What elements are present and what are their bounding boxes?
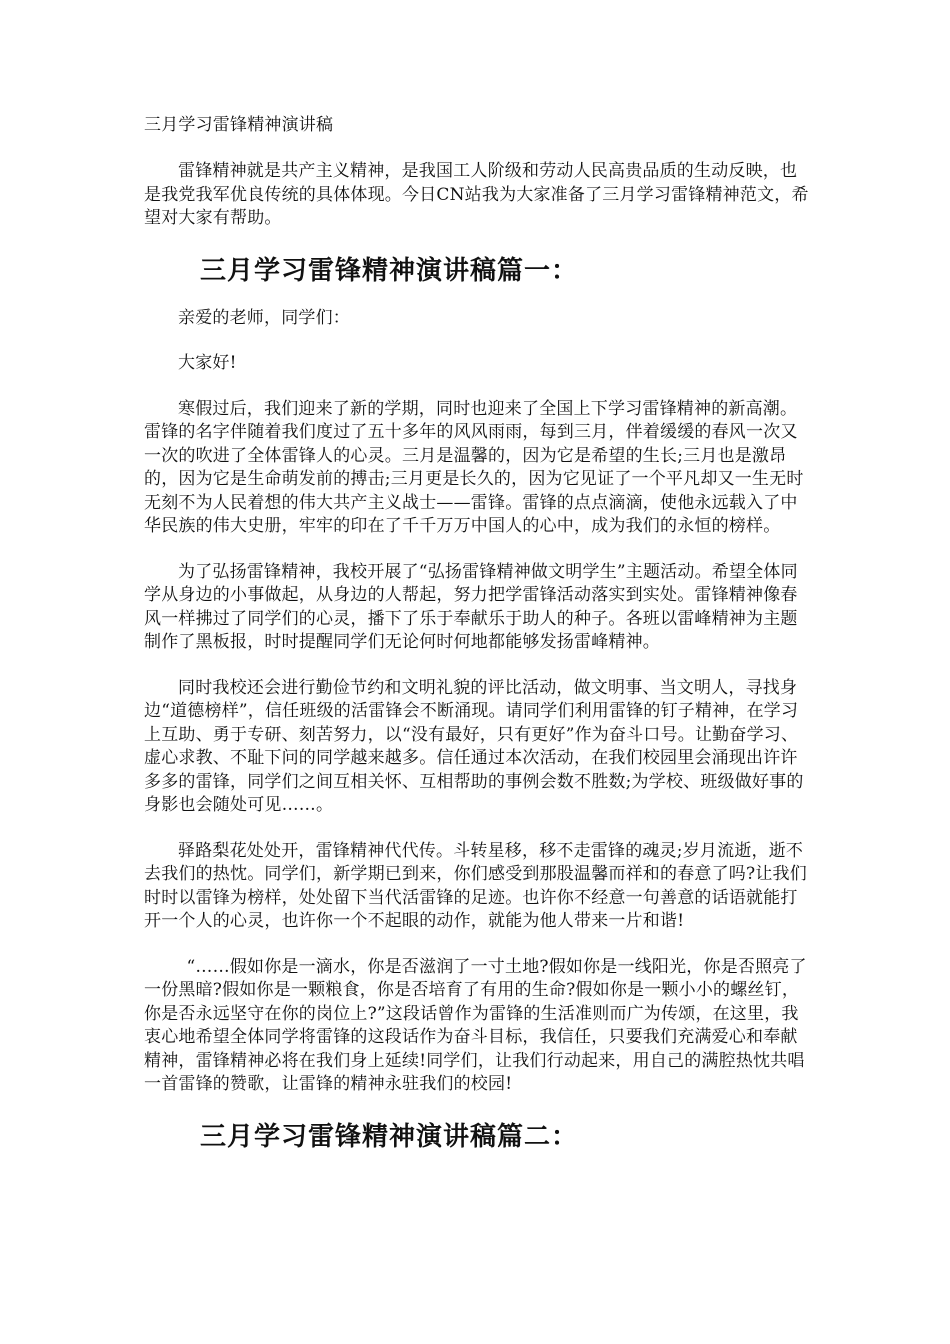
document-page — [144, 112, 810, 1173]
quote-paragraph: “……假如你是一滴水，你是否滋润了一寸土地?假如你是一线阳光，你是否照亮了一份黑暗?假如你是一颗粮食，你是否培育了有用的生命?假如你是一颗小小的螺丝钉，你是否永远坚守在你的岗位上?”这段话曾作为雷锋的生活准则而广为传颂，在这里，我衷心地希望全体同学将雷锋的这段话作为奋斗目标，我信任，只要我们充满爱心和奉献精神，雷锋精神必将在我们身上延续!同学们，让我们行动起来，用自己的满腔热忱共唱一首雷锋的赞歌，让雷锋的精神永驻我们的校园! — [144, 956, 807, 1094]
section-heading-1: 三月学习雷锋精神演讲稿篇一： — [200, 255, 579, 286]
hello-line: 大家好! — [178, 353, 237, 373]
body-paragraph: 驿路梨花处处开，雷锋精神代代传。斗转星移，移不走雷锋的魂灵;岁月流逝，逝不去我们的热忱。同学们，新学期已到来，你们感受到那股温馨而祥和的春意了吗?让我们时时以雷锋为榜样，处处留下当代活雷锋的足迹。也许你不经意一句善意的话语就能打开一个人的心灵，也许你一个不起眼的动作，就能为他人带来一片和谐! — [144, 840, 807, 931]
body-paragraph: 寒假过后，我们迎来了新的学期，同时也迎来了全国上下学习雷锋精神的新高潮。雷锋的名字伴随着我们度过了五十多年的风风雨雨，每到三月，伴着缓缓的春风一次又一次的吹进了全体雷锋人的心灵。三月是温馨的，因为它是希望的生长;三月也是激昂的，因为它是生命萌发前的搏击;三月更是长久的，因为它见证了一个平凡却又一生无时无刻不为人民着想的伟大共产主义战士——雷锋。雷锋的点点滴滴，使他永远载入了中华民族的伟大史册，牢牢的印在了千千万万中国人的心中，成为我们的永恒的榜样。 — [144, 398, 804, 536]
section-heading-2: 三月学习雷锋精神演讲稿篇二： — [200, 1121, 579, 1152]
body-paragraph: 同时我校还会进行勤俭节约和文明礼貌的评比活动，做文明事、当文明人，寻找身边“道德榜样”，信任班级的活雷锋会不断涌现。请同学们利用雷锋的钉子精神，在学习上互助、勇于专研、刻苦努力，以“没有最好，只有更好”作为奋斗口号。让勤奋学习、虚心求教、不耻下问的同学越来越多。信任通过本次活动，在我们校园里会涌现出许许多多的雷锋，同学们之间互相关怀、互相帮助的事例会数不胜数;为学校、班级做好事的身影也会随处可见……。 — [144, 677, 804, 815]
document-title: 三月学习雷锋精神演讲稿 — [144, 115, 334, 135]
body-paragraph: 为了弘扬雷锋精神，我校开展了“弘扬雷锋精神做文明学生”主题活动。希望全体同学从身边的小事做起，从身边的人帮起，努力把学雷锋活动落实到实处。雷锋精神像春风一样拂过了同学们的心灵，播下了乐于奉献乐于助人的种子。各班以雷峰精神为主题制作了黑板报，时时提醒同学们无论何时何地都能够发扬雷峰精神。 — [144, 561, 798, 652]
greeting-line: 亲爱的老师，同学们： — [178, 307, 350, 328]
intro-paragraph: 雷锋精神就是共产主义精神，是我国工人阶级和劳动人民高贵品质的生动反映，也是我党我军优良传统的具体体现。今日CN站我为大家准备了三月学习雷锋精神范文，希望对大家有帮助。 — [144, 161, 809, 228]
